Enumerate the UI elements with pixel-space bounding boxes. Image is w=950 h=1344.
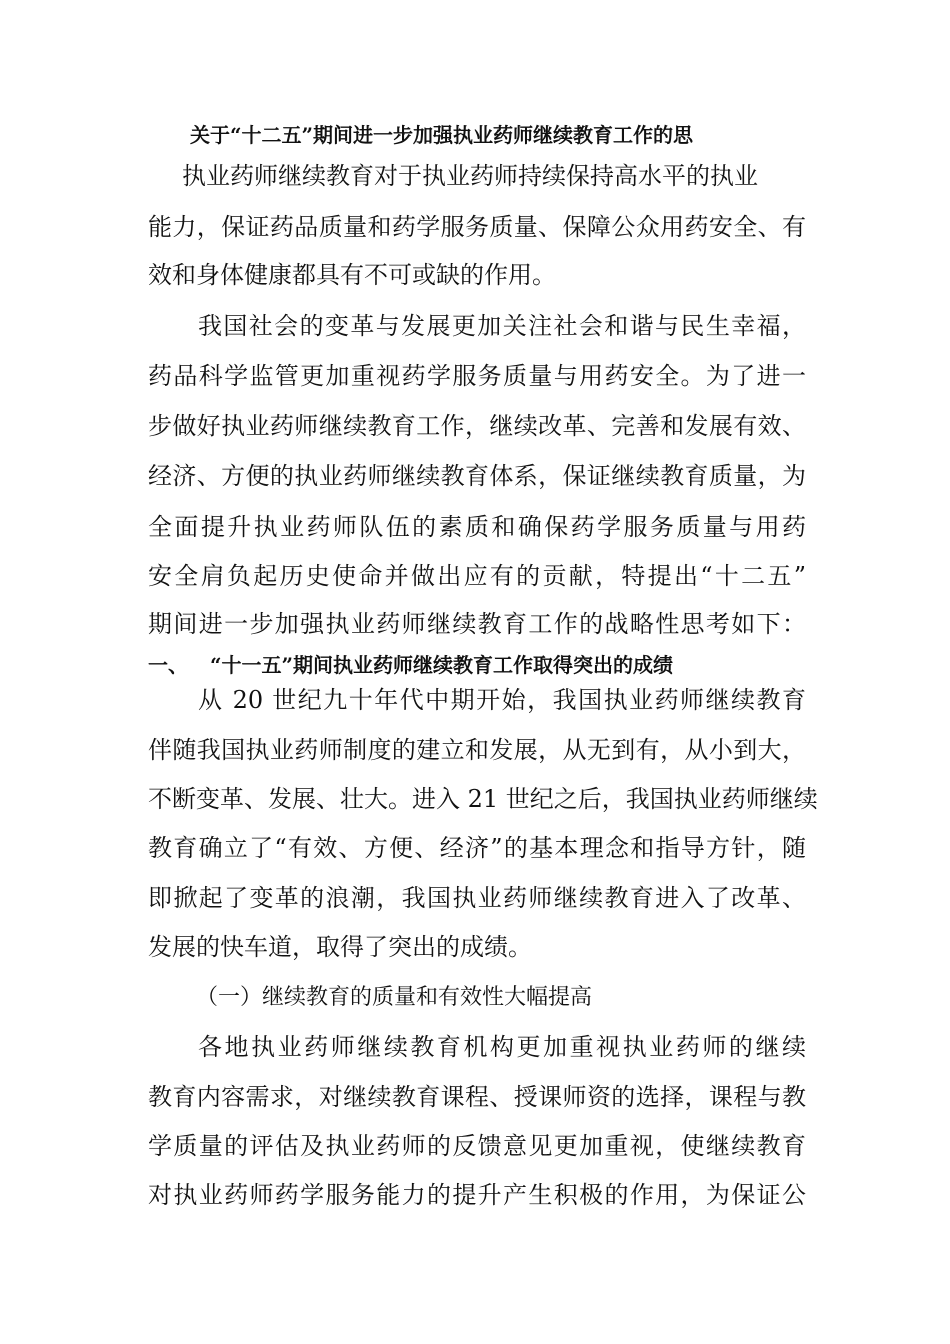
intro-line-2: 能力，保证药品质量和药学服务质量、保障公众用药安全、有 [148, 213, 806, 241]
para3-line-1: 从 20 世纪九十年代中期开始，我国执业药师继续教育 [198, 686, 806, 714]
para3-line-5: 即掀起了变革的浪潮，我国执业药师继续教育进入了改革、 [148, 884, 806, 912]
para4-line-2: 教育内容需求，对继续教育课程、授课师资的选择，课程与教 [148, 1083, 806, 1111]
section-number: 一、 [148, 653, 188, 677]
para2-line-2: 药品科学监管更加重视药学服务质量与用药安全。为了进一 [148, 362, 806, 390]
para4-line-1: 各地执业药师继续教育机构更加重视执业药师的继续 [198, 1033, 806, 1061]
para2-line-6: 安全肩负起历史使命并做出应有的贡献，特提出“十二五” [148, 562, 806, 590]
para3-line-4: 教育确立了“有效、方便、经济”的基本理念和指导方针，随 [148, 834, 806, 862]
para3-line-2: 伴随我国执业药师制度的建立和发展，从无到有，从小到大， [148, 736, 806, 764]
para3-line-6: 发展的快车道，取得了突出的成绩。 [148, 933, 532, 961]
para4-line-3: 学质量的评估及执业药师的反馈意见更加重视，使继续教育 [148, 1132, 806, 1160]
para2-line-3: 步做好执业药师继续教育工作，继续改革、完善和发展有效、 [148, 412, 806, 440]
para4-line-4: 对执业药师药学服务能力的提升产生积极的作用，为保证公 [148, 1181, 806, 1209]
intro-line-1: 执业药师继续教育对于执业药师持续保持高水平的执业 [182, 162, 758, 190]
subsection-heading-1: （一）继续教育的质量和有效性大幅提高 [196, 985, 593, 1010]
section-title: “十一五”期间执业药师继续教育工作取得突出的成绩 [210, 653, 674, 677]
para2-line-5: 全面提升执业药师队伍的素质和确保药学服务质量与用药 [148, 513, 806, 541]
para2-line-1: 我国社会的变革与发展更加关注社会和谐与民生幸福， [198, 312, 806, 340]
para3-line-3: 不断变革、发展、壮大。进入 21 世纪之后，我国执业药师继续 [148, 785, 818, 813]
section-heading-1 [148, 650, 673, 680]
intro-line-3: 效和身体健康都具有不可或缺的作用。 [148, 261, 556, 289]
document-title: 关于“十二五”期间进一步加强执业药师继续教育工作的思 [190, 123, 694, 147]
para2-line-4: 经济、方便的执业药师继续教育体系，保证继续教育质量，为 [148, 462, 806, 490]
para2-line-7: 期间进一步加强执业药师继续教育工作的战略性思考如下： [148, 610, 806, 638]
